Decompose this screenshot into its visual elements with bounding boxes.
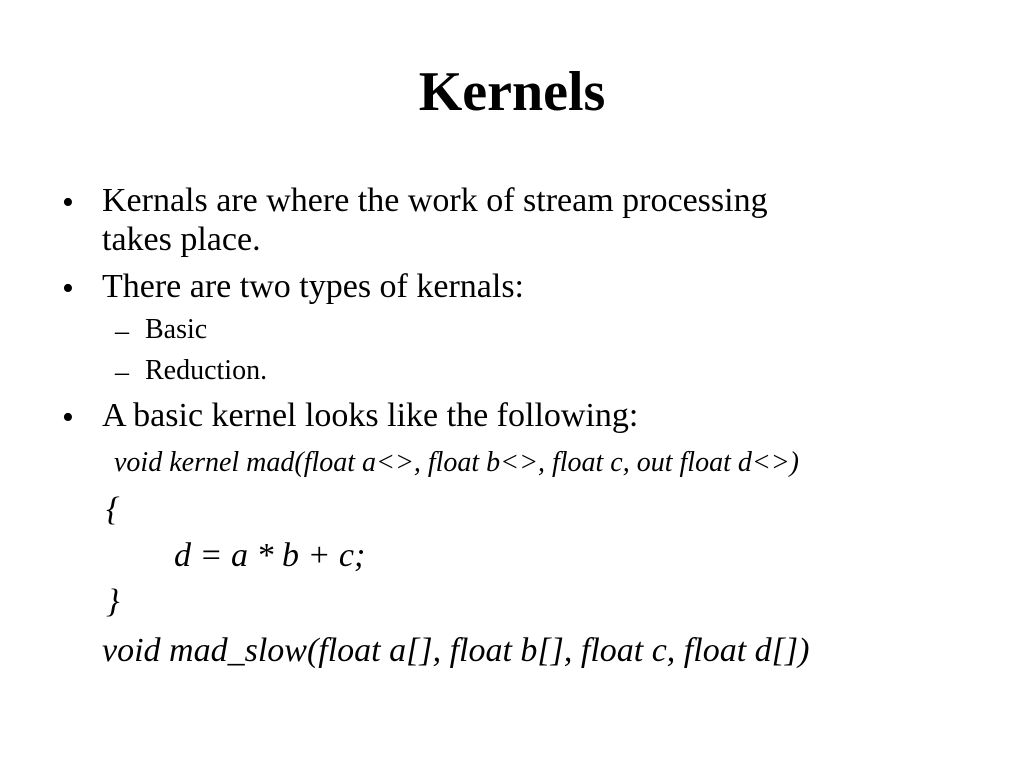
code-close-brace: }: [106, 583, 120, 620]
sub-bullet-marker: –: [115, 357, 129, 388]
sub-bullet-marker: –: [115, 316, 129, 347]
code-body: d = a * b + c;: [174, 537, 366, 574]
code-signature: void kernel mad(float a<>, float b<>, float c, out float d<>): [114, 447, 799, 478]
bullet-text-line-1: Kernals are where the work of stream processing: [102, 182, 768, 219]
bullet-text: A basic kernel looks like the following:: [102, 397, 639, 434]
bullet-marker: •: [62, 399, 74, 436]
slide-title: Kernels: [418, 61, 606, 123]
bullet-text: There are two types of kernals:: [102, 268, 524, 305]
code-open-brace: {: [106, 491, 120, 528]
bullet-marker: •: [62, 270, 74, 307]
sub-bullet-reduction: Reduction.: [145, 355, 268, 386]
bullet-text-line-2: takes place.: [102, 221, 261, 258]
code-slow-signature: void mad_slow(float a[], float b[], float c, float d[]): [102, 632, 810, 669]
bullet-marker: •: [62, 184, 74, 221]
sub-bullet-basic: Basic: [145, 314, 208, 345]
